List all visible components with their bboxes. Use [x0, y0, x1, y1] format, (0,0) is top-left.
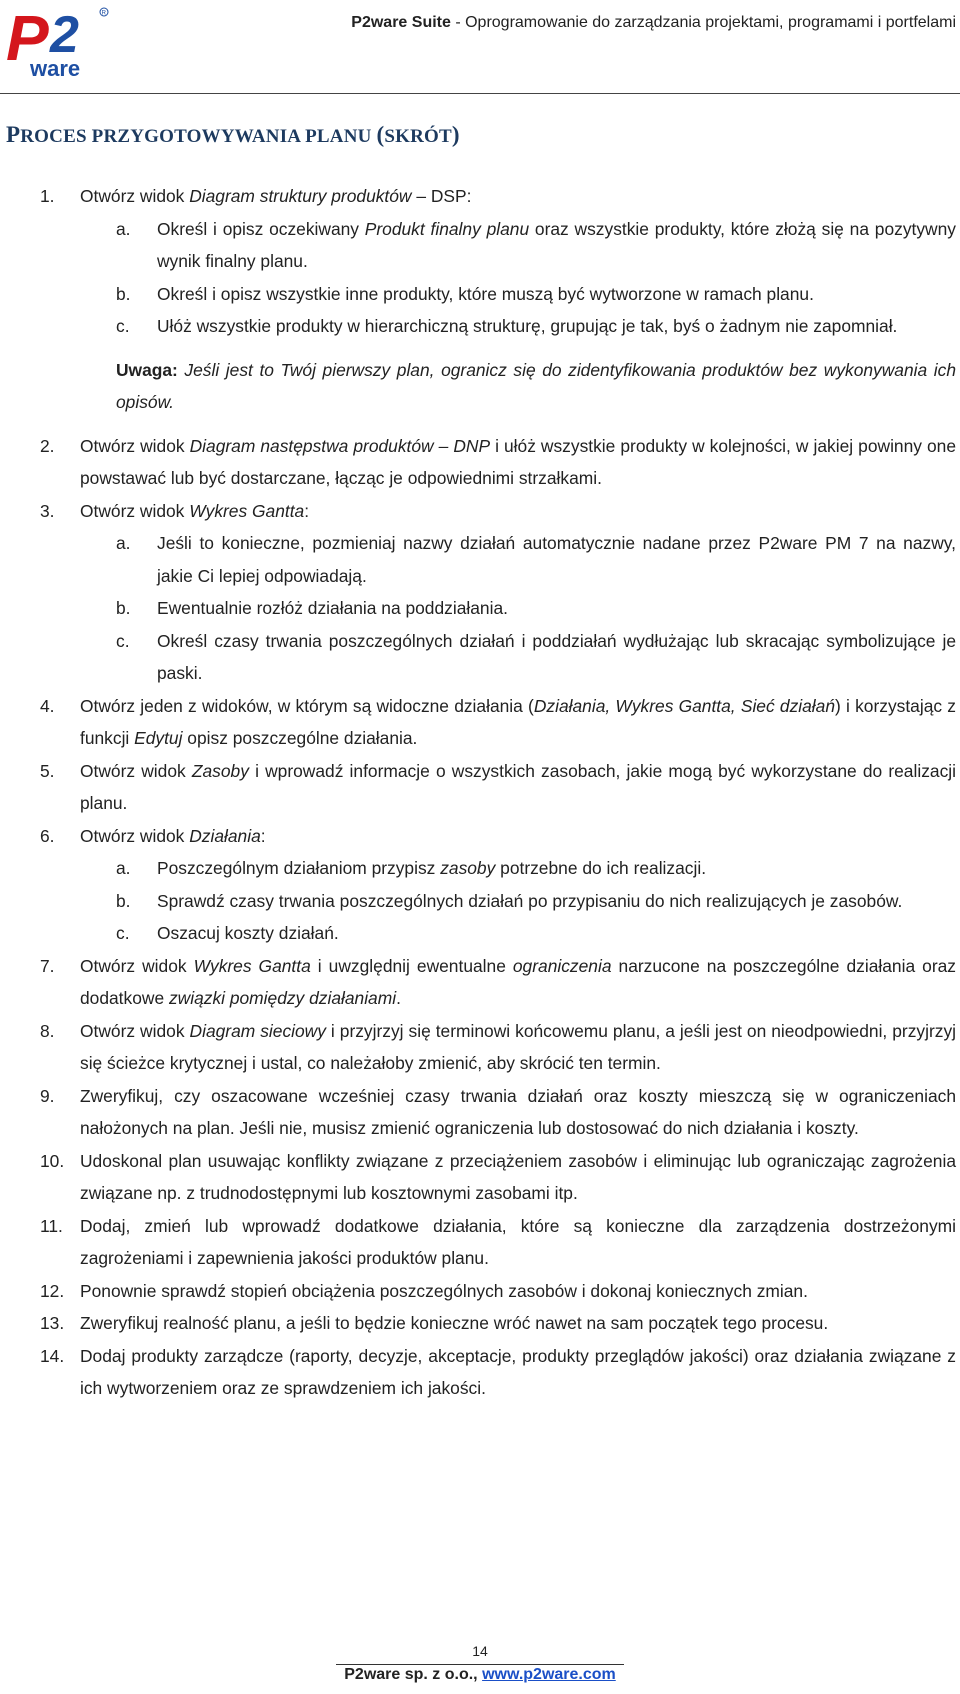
title-initial: P	[6, 122, 21, 147]
item-text: .	[396, 988, 401, 1008]
svg-text:R: R	[101, 10, 106, 17]
page-number: 14	[472, 1643, 488, 1659]
svg-text:P: P	[6, 4, 45, 74]
item-number: 2.	[40, 435, 55, 456]
item-text: potrzebne do ich realizacji.	[495, 858, 707, 878]
list-item-11	[0, 1210, 960, 1275]
item-emphasis: Diagram sieciowy	[189, 1020, 326, 1041]
item-text: Określ i opisz wszystkie inne produkty, które muszą być wytworzone w ramach planu.	[157, 283, 814, 304]
item-text: Otwórz widok	[80, 500, 190, 521]
item-text: Otwórz jeden z widoków, w którym są widoczne działania (	[80, 695, 534, 716]
item-text: i uwzględnij ewentualne	[310, 955, 513, 976]
item-text: Sprawdź czasy trwania poszczególnych działań po przypisaniu do nich realizujących je zasobów.	[157, 890, 903, 911]
item-number: 1.	[40, 186, 55, 206]
item-emphasis: ograniczenia	[512, 955, 612, 976]
item-number: 12.	[40, 1280, 65, 1301]
list-item-2	[0, 430, 960, 495]
item-text: narzucone na poszczególne działania oraz dodatkowe	[80, 955, 956, 1008]
title-paren-close: )	[451, 122, 460, 147]
item-text: Otwórz widok	[80, 760, 192, 781]
item-text: – DSP:	[411, 186, 472, 206]
sub-item-letter: c.	[116, 630, 130, 651]
list-item-7	[0, 950, 960, 1015]
item-text: Zweryfikuj realność planu, a jeśli to będzie konieczne wróć nawet na sam początek tego procesu.	[80, 1313, 829, 1333]
item-number: 9.	[40, 1085, 55, 1106]
item-number: 5.	[40, 760, 55, 781]
item-text: oraz wszystkie produkty, które złożą się na pozytywny wynik finalny planu.	[157, 218, 956, 271]
list-item-6	[0, 820, 960, 853]
item-text: Ewentualnie rozłóż działania na poddziałania.	[157, 598, 508, 618]
note-label: Uwaga:	[116, 359, 178, 380]
note	[0, 354, 960, 419]
item-text: Jeśli to konieczne, pozmieniaj nazwy działań automatycznie nadane przez P2ware PM 7 na nazwy, jakie Ci lepiej odpowiadają.	[157, 533, 956, 586]
item-text: i wprowadź informacje o wszystkich zasobach, jakie mogą być wykorzystane do realizacji planu.	[80, 760, 956, 813]
sub-item-letter: a.	[116, 533, 131, 553]
sub-item-6b	[0, 885, 960, 918]
item-number: 8.	[40, 1020, 55, 1041]
item-emphasis: Wykres Gantta	[193, 955, 311, 976]
item-text: :	[304, 500, 310, 521]
item-number: 7.	[40, 955, 55, 976]
item-emphasis: związki pomiędzy działaniami	[168, 988, 397, 1008]
svg-text:2: 2	[50, 6, 79, 64]
item-emphasis: Edytuj	[134, 728, 183, 748]
item-text: Oszacuj koszty działań.	[157, 923, 339, 943]
list-item-10	[0, 1145, 960, 1210]
item-text: Zweryfikuj, czy oszacowane wcześniej czasy trwania działań oraz koszty mieszczą się w ograniczeniach nałożonych na plan. Jeśli nie, musisz zmienić ograniczenia lub dostosować do nich działania i koszty.	[80, 1085, 956, 1138]
item-number: 13.	[40, 1313, 65, 1333]
item-text: Dodaj produkty zarządcze (raporty, decyzje, akceptacje, produkty przeglądów jakości) oraz działania związane z ich wytworzeniem oraz ze sprawdzeniem ich jakości.	[80, 1345, 956, 1398]
list-item-8	[0, 1015, 960, 1080]
header-divider	[0, 93, 960, 94]
sub-item-letter: c.	[116, 316, 130, 336]
item-text: Udoskonal plan usuwając konflikty związane z przeciążeniem zasobów i eliminując lub ograniczając zagrożenia związane np. z trudnodostępnymi lub kosztownymi zasobami itp.	[80, 1150, 956, 1203]
title-paren-open: (	[376, 122, 385, 147]
list-item-9	[0, 1080, 960, 1145]
title-part-1: ROCES PRZYGOTOWYWANIA PLANU	[20, 126, 377, 147]
sub-item-letter: c.	[116, 923, 130, 943]
item-number: 14.	[40, 1345, 65, 1366]
item-text: i ułóż wszystkie produkty w kolejności, w jakiej powinny one powstawać lub być dostarczane, łącząc je odpowiednimi strzałkami.	[80, 435, 957, 488]
sub-item-3c	[0, 625, 960, 690]
item-number: 3.	[40, 500, 55, 521]
section-title	[6, 122, 460, 148]
sub-item-6a	[0, 852, 960, 885]
header-title	[351, 14, 956, 32]
item-emphasis: zasoby	[440, 858, 496, 878]
item-text: opisz poszczególne działania.	[182, 728, 418, 748]
item-text: :	[260, 825, 266, 846]
item-emphasis: Diagram następstwa produktów – DNP	[189, 435, 491, 456]
title-part-2: SKRÓT	[384, 126, 452, 147]
item-emphasis: Działania, Wykres Gantta, Sieć działań	[533, 695, 836, 716]
item-emphasis: Diagram struktury produktów	[189, 186, 412, 206]
item-emphasis: Działania	[189, 825, 261, 846]
item-emphasis: Produkt finalny planu	[364, 218, 530, 239]
list-item-1	[0, 180, 960, 213]
procedure-list	[0, 180, 960, 1405]
item-text: Otwórz widok	[80, 435, 190, 456]
footer-divider	[336, 1664, 624, 1665]
svg-text:ware: ware	[30, 56, 81, 80]
item-text: Otwórz widok	[80, 825, 190, 846]
item-text: Otwórz widok	[80, 186, 190, 206]
sub-item-letter: a.	[116, 218, 131, 239]
header-subtitle: - Oprogramowanie do zarządzania projektami, programami i portfelami	[450, 14, 956, 31]
item-emphasis: Wykres Gantta	[189, 500, 305, 521]
item-emphasis: Zasoby	[191, 760, 249, 781]
sub-item-letter: b.	[116, 890, 131, 911]
header-brand: P2ware Suite	[351, 14, 451, 31]
list-item-14	[0, 1340, 960, 1405]
item-number: 10.	[40, 1150, 65, 1171]
item-text: Określ czasy trwania poszczególnych działań i poddziałań wydłużając lub skracając symbolizujące je paski.	[157, 630, 956, 683]
item-number: 11.	[40, 1215, 63, 1236]
item-text: Określ i opisz oczekiwany	[157, 218, 365, 239]
sub-item-3a	[0, 527, 960, 592]
sub-item-letter: b.	[116, 598, 131, 618]
list-item-4	[0, 690, 960, 755]
item-number: 6.	[40, 825, 55, 846]
page-header	[0, 0, 960, 96]
page-footer	[0, 1666, 960, 1684]
list-item-5	[0, 755, 960, 820]
p2ware-logo	[4, 4, 112, 80]
note-text: Jeśli jest to Twój pierwszy plan, ogranicz się do zidentyfikowania produktów bez wykonywania ich opisów.	[116, 359, 956, 412]
item-text: Ułóż wszystkie produkty w hierarchiczną strukturę, grupując je tak, byś o żadnym nie zapomniał.	[157, 316, 898, 336]
item-text: i przyjrzyj się terminowi końcowemu planu, a jeśli jest on nieodpowiedni, przyjrzyj się ścieżce krytycznej i ustal, co należałoby zmienić, aby skrócić ten termin.	[80, 1020, 957, 1073]
list-item-13	[0, 1307, 960, 1340]
sub-item-6c	[0, 917, 960, 950]
sub-item-letter: b.	[116, 283, 131, 304]
sub-item-1a	[0, 213, 960, 278]
item-text: Dodaj, zmień lub wprowadź dodatkowe działania, które są konieczne dla zarządzenia dostrzeżonymi zagrożeniami i zapewnienia jakości produktów planu.	[80, 1215, 956, 1268]
item-number: 4.	[40, 695, 55, 716]
list-item-12	[0, 1275, 960, 1308]
item-text: Ponownie sprawdź stopień obciążenia poszczególnych zasobów i dokonaj koniecznych zmian.	[80, 1280, 808, 1301]
footer-website-link[interactable]: www.p2ware.com	[482, 1666, 616, 1683]
sub-item-1b	[0, 278, 960, 311]
item-text: ) i korzystając z funkcji	[80, 695, 956, 748]
list-item-3	[0, 495, 960, 528]
sub-item-1c	[0, 310, 960, 343]
sub-item-3b	[0, 592, 960, 625]
footer-company: P2ware sp. z o.o.,	[344, 1666, 483, 1683]
sub-item-letter: a.	[116, 858, 131, 878]
item-text: Poszczególnym działaniom przypisz	[157, 858, 441, 878]
item-text: Otwórz widok	[80, 955, 194, 976]
item-text: Otwórz widok	[80, 1020, 190, 1041]
